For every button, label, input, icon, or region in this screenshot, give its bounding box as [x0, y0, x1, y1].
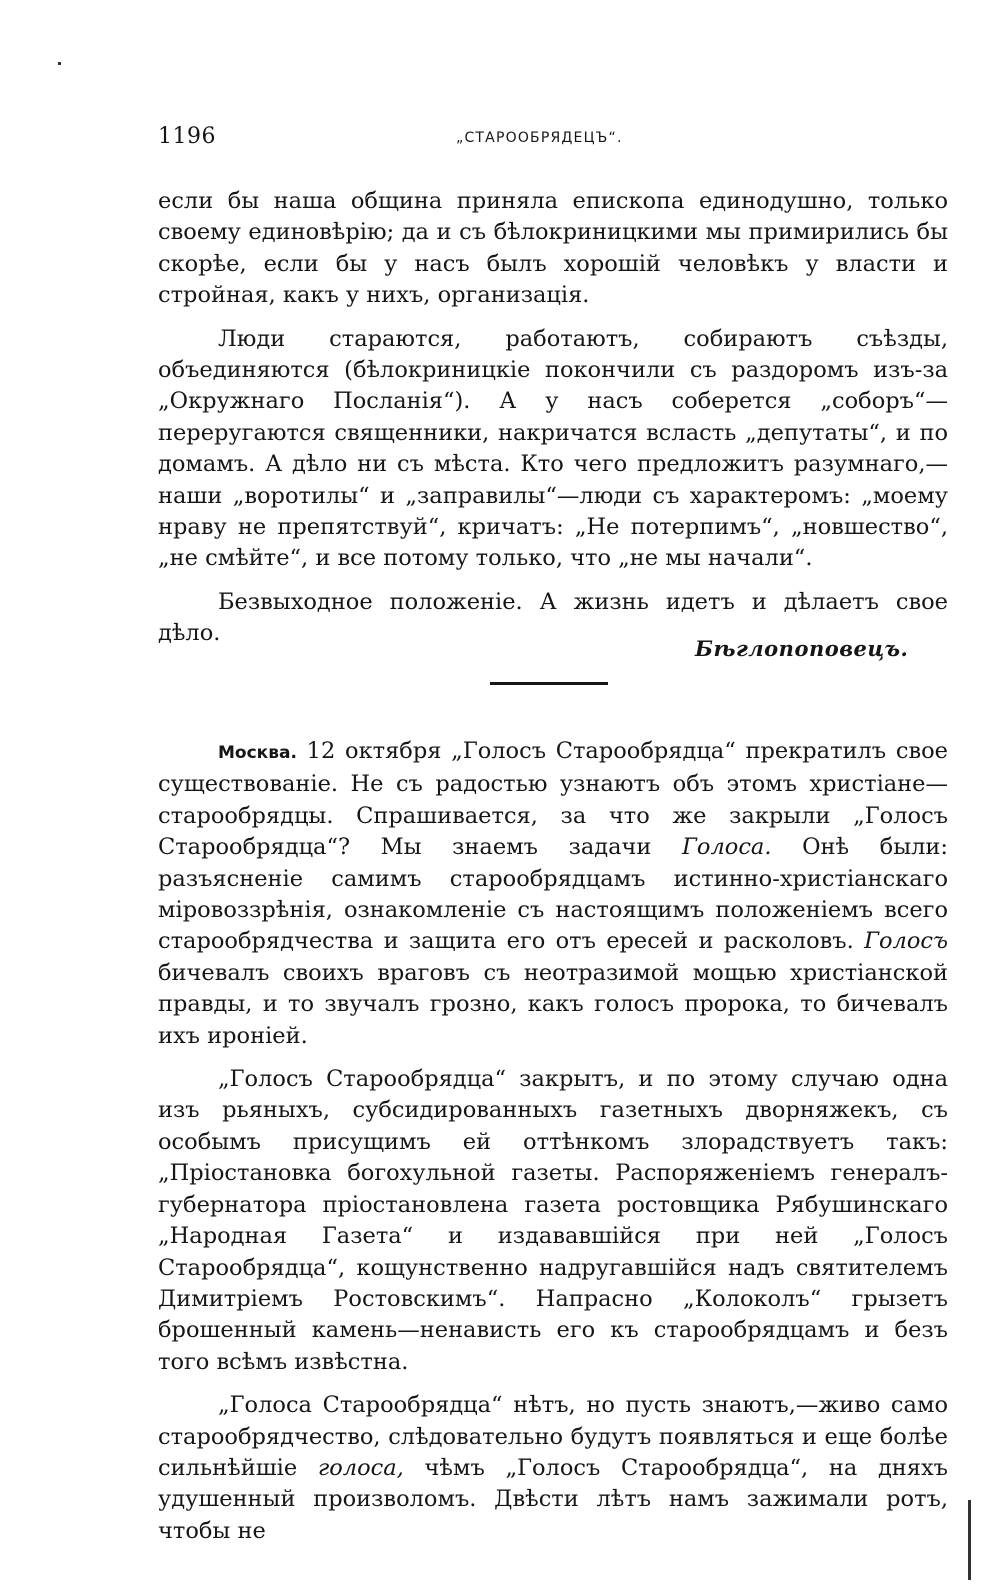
italic-term: голоса, — [317, 1454, 404, 1481]
paragraph-moscow-3 — [158, 1390, 948, 1547]
paragraph-1: если бы наша община приняла епископа единодушно, только своему единовѣрію; да и съ бѣлокриницкими мы примирились бы скорѣе, если бы у насъ былъ хорошій человѣкъ у власти и стройная, какъ у нихъ, организація. — [158, 188, 948, 309]
paragraph-moscow-2: „Голосъ Старообрядца“ закрытъ, и по этому случаю одна изъ рьяныхъ, субсидированныхъ газетныхъ дворняжекъ, съ особымъ присущимъ ей оттѣнкомъ злорадствуетъ такъ: „Пріостановка богохульной газеты. Распоряженіемъ генералъ-губернатора пріостановлена газета ростовщика Рябушинскаго „Народная Газета“ и издававшійся при ней „Голосъ Старообрядца“, кощунственно надругавшійся надъ святителемъ Димитріемъ Ростовскимъ“. Напрасно „Колоколъ“ грызетъ брошенный камень—ненависть его къ старообрядцамъ и безъ того всѣмъ извѣстна. — [158, 1066, 948, 1375]
section-divider — [490, 682, 608, 685]
scan-edge-mark — [968, 1500, 971, 1580]
article-continuation — [158, 186, 948, 650]
paragraph-text: 12 октября „Голосъ Старообрядца“ прекратилъ свое существованіе. Не съ радостью узнаютъ объ этомъ христіане—старообрядцы. Спрашивается, за что же закрыли „Голосъ Старообрядца“? Мы знаемъ задачи — [158, 738, 948, 861]
page-header — [158, 124, 948, 152]
italic-term: Голоса. — [682, 834, 772, 861]
paragraph-text: Онѣ были: разъясненіе самимъ старообрядцамъ истинно-христіанскаго міровоззрѣнія, ознакомленіе съ настоящимъ положеніемъ всего старообрядчества и защита его отъ ересей и расколовъ. — [158, 834, 949, 955]
paragraph-text: бичевалъ своихъ враговъ съ неотразимой мощью христіанской правды, и то звучалъ грозно, какъ голосъ пророка, то бичевалъ ихъ ироніей. — [158, 959, 948, 1049]
author-signature: Бѣглопоповецъ. — [695, 636, 909, 661]
paragraph-text: „Голоса Старообрядца“ нѣтъ, но пусть знаютъ,—живо само старообрядчество, слѣдовательно будутъ появляться и еще болѣе сильнѣйшіе — [158, 1392, 948, 1481]
running-title: „СТАРООБРЯДЕЦЪ“. — [456, 130, 623, 146]
page-number: 1196 — [158, 124, 216, 149]
scan-speck — [58, 62, 61, 65]
moscow-article — [158, 736, 948, 1547]
dateline: Москва. — [218, 743, 297, 763]
paragraph-text: чѣмъ „Голосъ Старообрядца“, на дняхъ удушенный произволомъ. Двѣсти лѣтъ намъ зажимали ротъ, чтобы не — [158, 1454, 948, 1544]
italic-term: Голосъ — [864, 928, 948, 955]
paragraph-3: Безвыходное положеніе. А жизнь идетъ и дѣлаетъ свое дѣло. — [158, 588, 948, 647]
paragraph-moscow-1 — [158, 736, 948, 1052]
paragraph-2: Люди стараются, работаютъ, собираютъ съѣзды, объединяются (бѣлокриницкіе покончили съ раздоромъ изъ-за „Окружнаго Посланія“). А у насъ соберется „соборъ“—переругаются священники, накричатся всласть „депутаты“, и по домамъ. А дѣло ни съ мѣста. Кто чего предложитъ разумнаго,—наши „воротилы“ и „заправилы“—люди съ характеромъ: „моему нраву не препятствуй“, кричатъ: „Не потерпимъ“, „новшество“, „не смѣйте“, и все потому только, что „не мы начали“. — [158, 325, 948, 572]
